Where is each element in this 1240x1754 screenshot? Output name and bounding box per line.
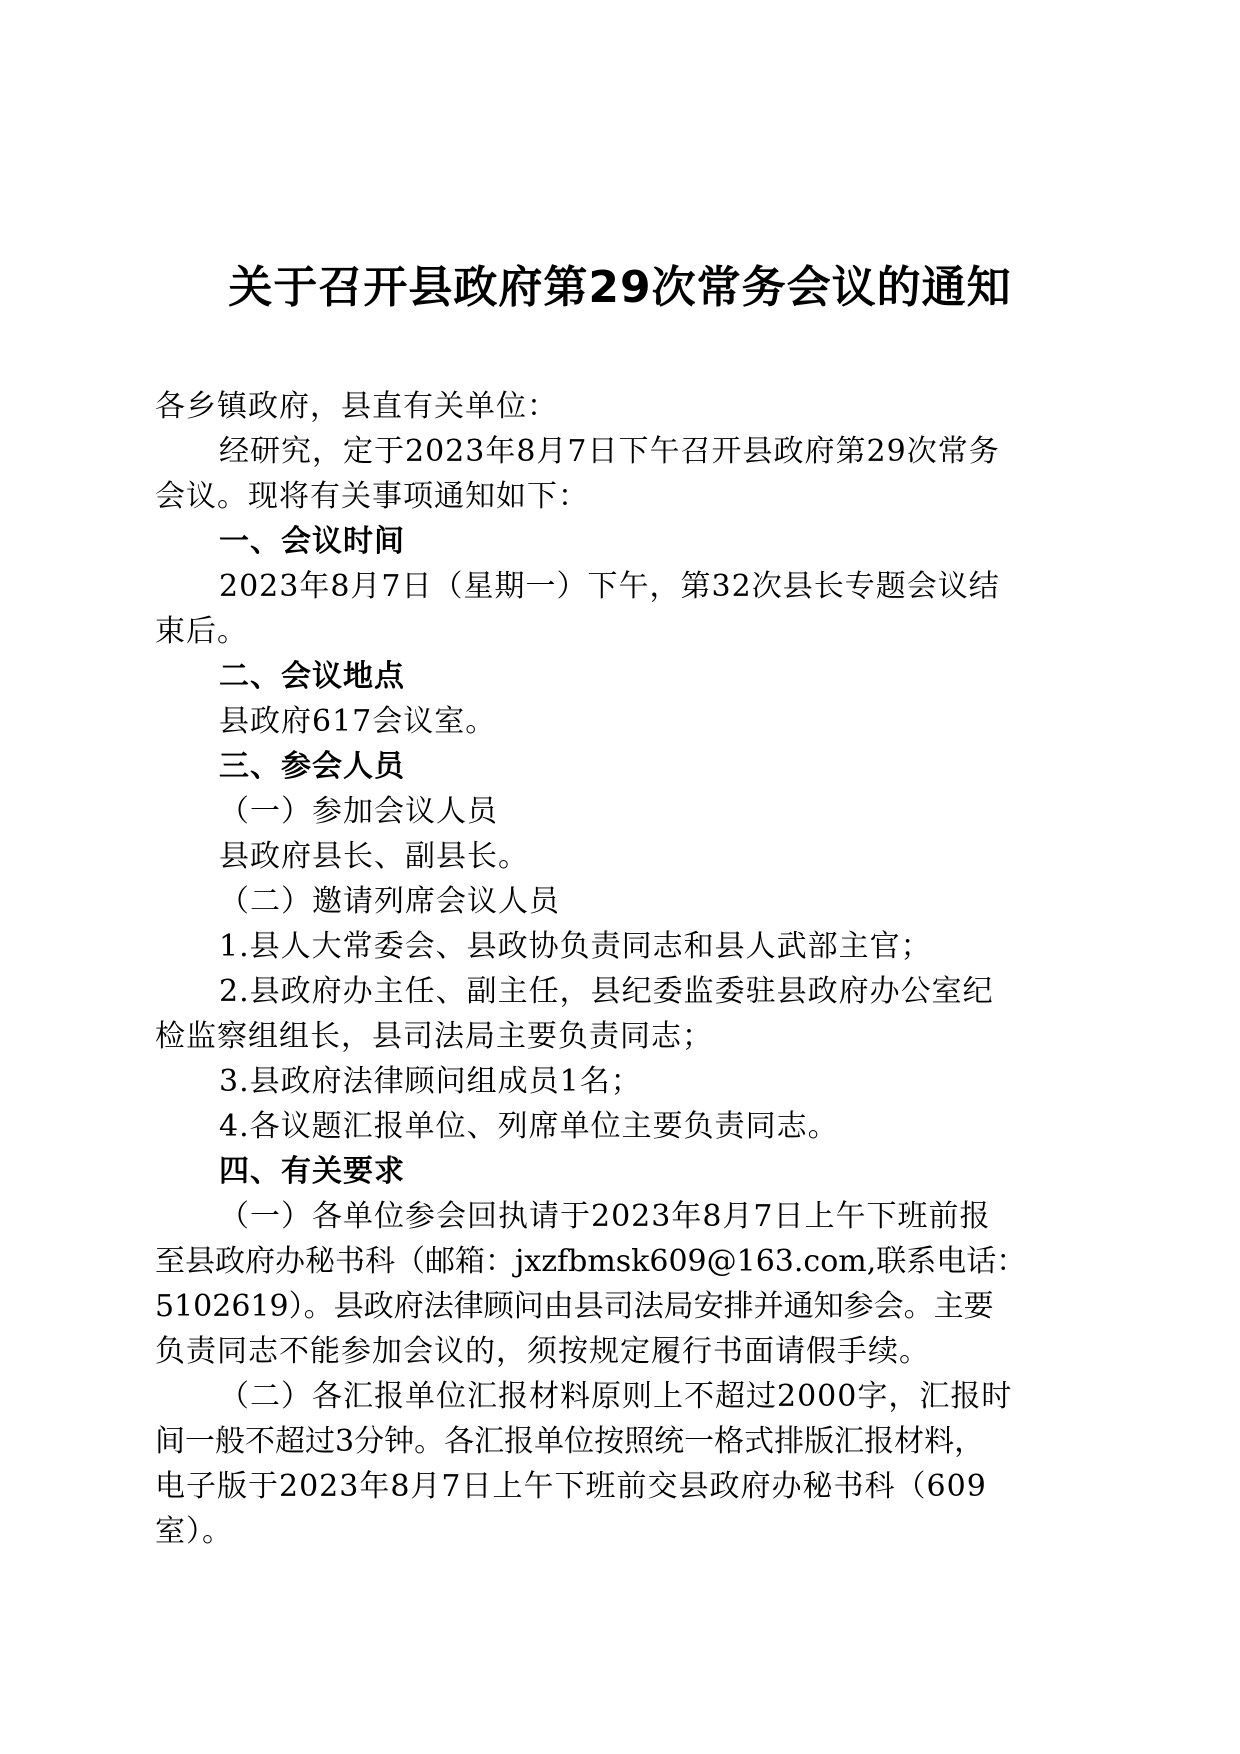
subsection-heading: （二）邀请列席会议人员 — [219, 884, 560, 919]
paragraph-line: 束后。 — [155, 614, 248, 649]
section-heading: 一、会议时间 — [219, 524, 405, 559]
section-heading: 四、有关要求 — [219, 1154, 405, 1189]
paragraph-line: （一）各单位参会回执请于2023年8月7日上午下班前报 — [219, 1199, 991, 1234]
paragraph-line: 至县政府办秘书科（邮箱：jxzfbmsk609@163.com,联系电话： — [155, 1244, 1027, 1279]
subsection-heading: （一）参加会议人员 — [219, 794, 498, 829]
paragraph-line: 经研究，定于2023年8月7日下午召开县政府第29次常务 — [219, 434, 1000, 469]
list-item: 1.县人大常委会、县政协负责同志和县人武部主官； — [219, 929, 932, 964]
document-title: 关于召开县政府第29次常务会议的通知 — [228, 262, 1012, 313]
list-item: 3.县政府法律顾问组成员1名； — [219, 1064, 642, 1099]
paragraph-line: （二）各汇报单位汇报材料原则上不超过2000字，汇报时 — [219, 1379, 1013, 1414]
document-body — [155, 384, 1085, 1554]
paragraph-line: 2023年8月7日（星期一）下午，第32次县长专题会议结 — [219, 569, 1000, 604]
paragraph-line: 负责同志不能参加会议的，须按规定履行书面请假手续。 — [155, 1334, 930, 1369]
paragraph-line: 室）。 — [155, 1514, 233, 1549]
section-heading: 三、参会人员 — [219, 749, 405, 784]
paragraph-line: 会议。现将有关事项通知如下： — [155, 479, 589, 514]
paragraph-line: 5102619）。县政府法律顾问由县司法局安排并通知参会。主要 — [155, 1289, 994, 1324]
paragraph-line: 县政府县长、副县长。 — [219, 839, 529, 874]
list-item: 4.各议题汇报单位、列席单位主要负责同志。 — [219, 1109, 839, 1144]
paragraph-line: 县政府617会议室。 — [219, 704, 497, 739]
list-item: 2.县政府办主任、副主任，县纪委监委驻县政府办公室纪 — [219, 974, 994, 1009]
paragraph-line: 电子版于2023年8月7日上午下班前交县政府办秘书科（609 — [155, 1469, 987, 1504]
section-heading: 二、会议地点 — [219, 659, 405, 694]
paragraph-line: 检监察组组长，县司法局主要负责同志； — [155, 1019, 713, 1054]
paragraph-line: 间一般不超过3分钟。各汇报单位按照统一格式排版汇报材料， — [155, 1424, 985, 1459]
salutation: 各乡镇政府，县直有关单位： — [155, 389, 558, 424]
